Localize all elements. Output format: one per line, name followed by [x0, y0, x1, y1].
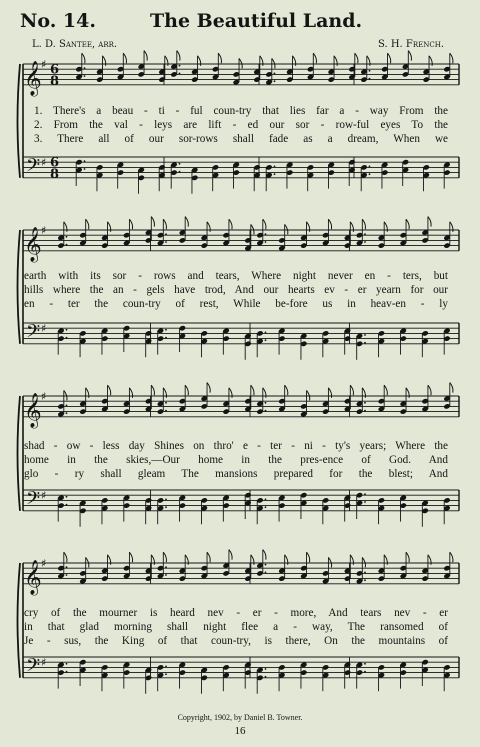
- note-flag: [129, 219, 132, 229]
- note-dot: [165, 241, 167, 243]
- note-dot: [265, 506, 267, 508]
- note-dot: [66, 663, 68, 665]
- treble-clef: 𝄞: [24, 559, 42, 595]
- bass-clef: 𝄢: [26, 155, 41, 181]
- note-dot: [265, 564, 267, 566]
- note-flag: [207, 552, 210, 562]
- note-dot: [66, 504, 68, 506]
- note-flag: [251, 224, 254, 234]
- bass-clef: 𝄢: [26, 488, 41, 514]
- note-flag: [313, 53, 316, 63]
- note-dot: [66, 337, 68, 339]
- note-dot: [84, 160, 86, 162]
- note-dot: [364, 501, 366, 503]
- note-flag: [406, 552, 409, 562]
- note-dot: [84, 168, 86, 170]
- note-dot: [179, 171, 181, 173]
- note-dot: [364, 493, 366, 495]
- note-dot: [265, 339, 267, 341]
- note-dot: [66, 566, 68, 568]
- time-signature-bottom: 8: [50, 166, 60, 182]
- note-dot: [165, 566, 167, 568]
- note-dot: [265, 499, 267, 501]
- note-dot: [165, 233, 167, 235]
- note-dot: [364, 579, 366, 581]
- note-flag: [64, 552, 67, 562]
- note-dot: [179, 163, 181, 165]
- note-dot: [66, 496, 68, 498]
- note-flag: [144, 51, 147, 61]
- note-flag: [285, 224, 288, 234]
- key-sharp: ♯: [41, 322, 47, 336]
- lyric-line: home in the skies,—Our home in the pres-ence of God. And: [24, 454, 448, 466]
- note-dot: [66, 405, 68, 407]
- note-flag: [151, 385, 154, 395]
- copyright-notice: Copyright, 1902, by Daniel B. Towner.: [177, 713, 303, 722]
- note-flag: [307, 390, 310, 400]
- note-dot: [84, 67, 86, 69]
- note-flag: [408, 51, 411, 61]
- note-dot: [165, 337, 167, 339]
- system-brace: [18, 230, 21, 344]
- note-dot: [364, 572, 366, 574]
- note-dot: [165, 673, 167, 675]
- note-dot: [165, 329, 167, 331]
- note-flag: [263, 550, 266, 560]
- note-dot: [369, 166, 371, 168]
- note-flag: [207, 383, 210, 393]
- hymn-number: No. 14.: [20, 10, 96, 32]
- note-flag: [151, 217, 154, 227]
- note-dot: [364, 402, 366, 404]
- note-dot: [364, 233, 366, 235]
- key-sharp: ♯: [41, 224, 47, 237]
- note-dot: [66, 236, 68, 238]
- note-dot: [84, 75, 86, 77]
- note-dot: [364, 671, 366, 673]
- note-flag: [129, 552, 132, 562]
- time-signature-top: 6: [50, 62, 60, 78]
- note-flag: [218, 53, 221, 63]
- treble-clef: 𝄞: [24, 226, 42, 262]
- note-dot: [265, 241, 267, 243]
- note-dot: [165, 402, 167, 404]
- note-dot: [66, 574, 68, 576]
- note-flag: [355, 53, 358, 63]
- note-flag: [406, 219, 409, 229]
- note-flag: [82, 53, 85, 63]
- note-dot: [165, 574, 167, 576]
- lyric-line: earth with its sor - rows and tears, Where night never en - ters, but: [24, 270, 448, 282]
- note-dot: [265, 668, 267, 670]
- note-flag: [185, 385, 188, 395]
- note-dot: [265, 402, 267, 404]
- note-flag: [86, 219, 89, 229]
- note-dot: [66, 329, 68, 331]
- note-flag: [163, 552, 166, 562]
- key-sharp: ♯: [41, 656, 47, 670]
- note-flag: [307, 552, 310, 562]
- lyric-line: shad - ow - less day Shines on thro' e - ter - ni - ty's years; Where the: [24, 440, 448, 452]
- lyric-line: hills where the an - gels have trod, And our hearts ev - er yearn for our: [24, 284, 448, 296]
- note-flag: [428, 217, 431, 227]
- note-dot: [369, 173, 371, 175]
- arranger-credit: L. D. Santee, arr.: [32, 39, 118, 50]
- note-dot: [165, 506, 167, 508]
- note-dot: [265, 572, 267, 574]
- note-dot: [165, 499, 167, 501]
- note-flag: [177, 51, 180, 61]
- lyric-line: 3. There all of our sor-rows shall fade as a dream, When we: [34, 133, 448, 145]
- lyric-line: glo - ry shall gleam The mansions prepared for the blest; And: [24, 468, 448, 480]
- note-dot: [165, 410, 167, 412]
- note-flag: [450, 53, 453, 63]
- note-flag: [428, 385, 431, 395]
- note-dot: [364, 663, 366, 665]
- note-flag: [163, 219, 166, 229]
- note-dot: [165, 666, 167, 668]
- key-sharp: ♯: [41, 489, 47, 503]
- system-brace: [18, 396, 21, 511]
- note-flag: [285, 385, 288, 395]
- bass-clef: 𝄢: [26, 655, 41, 681]
- treble-clef: 𝄞: [24, 60, 42, 96]
- time-signature-top: 6: [50, 155, 60, 171]
- note-flag: [185, 217, 188, 227]
- lyric-line: in that glad morning shall night flee a - way, The ransomed of: [24, 621, 448, 633]
- note-flag: [350, 385, 353, 395]
- page-number: 16: [234, 725, 246, 737]
- note-flag: [328, 557, 331, 567]
- key-sharp: ♯: [41, 557, 47, 570]
- bass-clef: 𝄢: [26, 321, 41, 347]
- note-dot: [364, 342, 366, 344]
- lyric-line: 1. There's a beau - ti - ful coun-try that lies far a - way From the: [34, 105, 448, 117]
- note-flag: [388, 53, 391, 63]
- note-dot: [179, 65, 181, 67]
- hymn-title: The Beautiful Land.: [150, 10, 363, 32]
- note-flag: [272, 58, 275, 68]
- lyric-line: en - ter the coun-try of rest, While be-fore us in heav-en - ly: [24, 298, 448, 310]
- key-sharp: ♯: [41, 156, 47, 170]
- note-dot: [265, 676, 267, 678]
- note-dot: [274, 80, 276, 82]
- note-dot: [66, 412, 68, 414]
- note-dot: [364, 241, 366, 243]
- note-dot: [364, 334, 366, 336]
- note-dot: [369, 78, 371, 80]
- note-flag: [64, 390, 67, 400]
- lyric-line: Je - sus, the King of that coun-try, is there, On the mountains of: [24, 635, 448, 647]
- note-flag: [108, 385, 111, 395]
- note-flag: [251, 385, 254, 395]
- note-dot: [66, 671, 68, 673]
- note-flag: [123, 53, 126, 63]
- note-dot: [265, 410, 267, 412]
- note-flag: [328, 219, 331, 229]
- note-flag: [450, 383, 453, 393]
- note-flag: [362, 219, 365, 229]
- note-dot: [274, 166, 276, 168]
- author-credit: S. H. French.: [377, 39, 444, 50]
- note-dot: [265, 332, 267, 334]
- treble-clef: 𝄞: [24, 392, 42, 428]
- note-flag: [229, 219, 232, 229]
- note-flag: [229, 550, 232, 560]
- note-dot: [369, 70, 371, 72]
- note-dot: [364, 410, 366, 412]
- note-flag: [239, 58, 242, 68]
- note-flag: [384, 385, 387, 395]
- note-dot: [66, 244, 68, 246]
- note-flag: [362, 557, 365, 567]
- note-flag: [450, 552, 453, 562]
- note-dot: [274, 173, 276, 175]
- key-sharp: ♯: [41, 58, 47, 71]
- note-dot: [179, 73, 181, 75]
- lyric-line: 2. From the val - leys are lift - ed our sor - row-ful eyes To the: [34, 119, 448, 131]
- key-sharp: ♯: [41, 390, 47, 403]
- system-brace: [18, 563, 21, 678]
- time-signature-bottom: 8: [50, 73, 60, 89]
- note-flag: [263, 219, 266, 229]
- note-dot: [265, 233, 267, 235]
- system-brace: [18, 64, 21, 178]
- note-dot: [274, 73, 276, 75]
- lyric-line: cry of the mourner is heard nev - er - more, And tears nev - er: [24, 607, 448, 619]
- note-flag: [86, 557, 89, 567]
